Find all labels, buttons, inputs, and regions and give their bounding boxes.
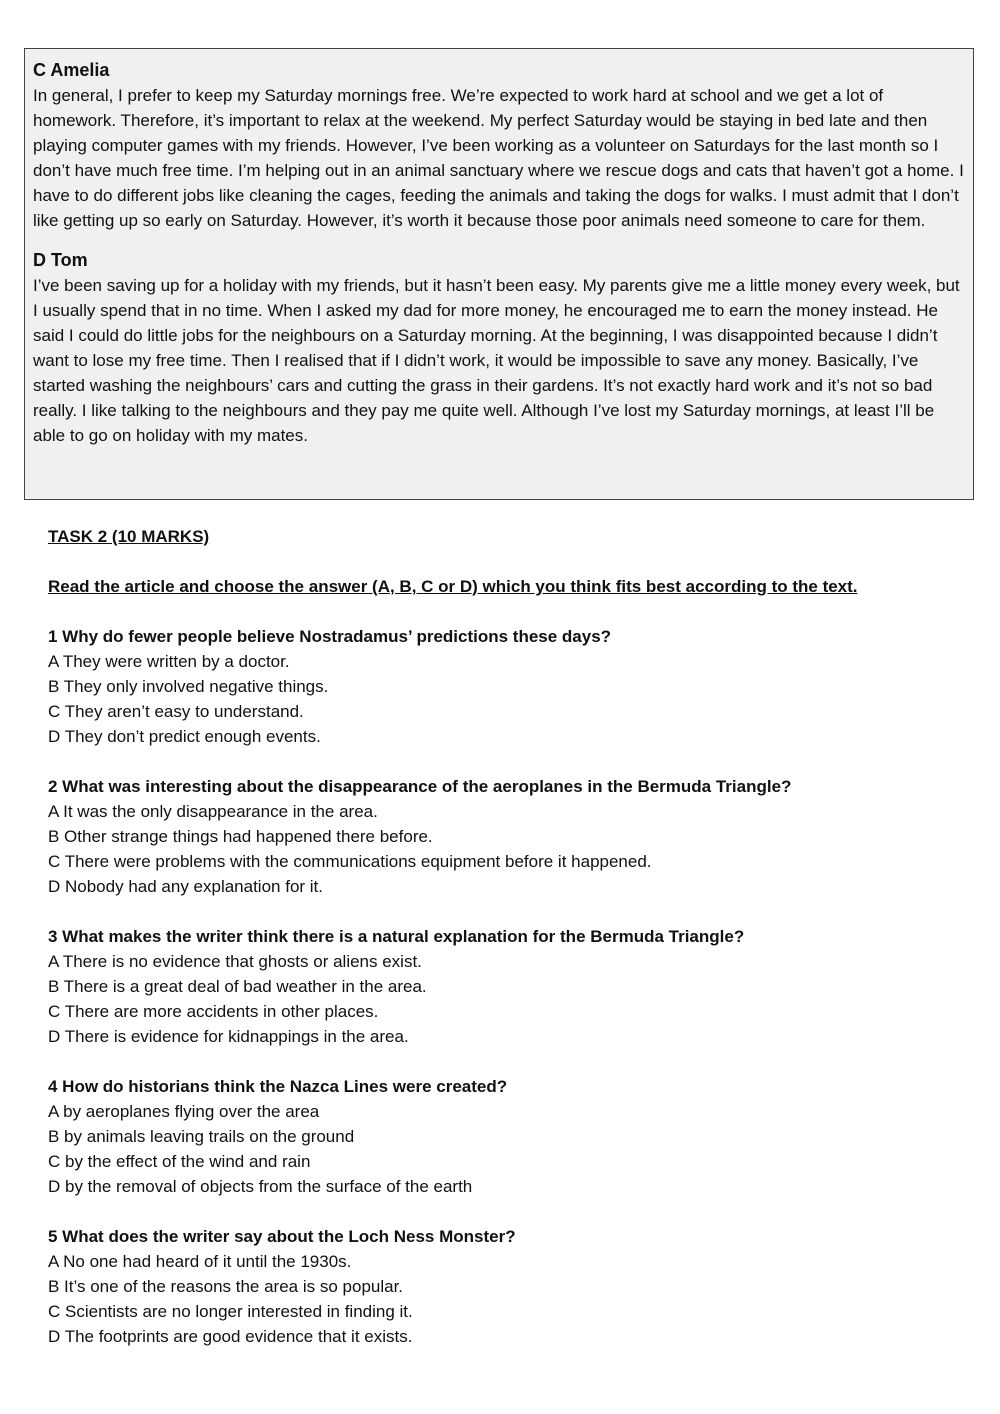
option-a: A by aeroplanes flying over the area bbox=[48, 1102, 320, 1121]
question-2 bbox=[48, 774, 978, 899]
option-b: B It’s one of the reasons the area is so popular. bbox=[48, 1277, 404, 1296]
option-a: A No one had heard of it until the 1930s. bbox=[48, 1252, 352, 1271]
section-amelia bbox=[33, 57, 965, 233]
task-title: TASK 2 (10 MARKS) bbox=[48, 527, 210, 546]
option-d: D by the removal of objects from the surface of the earth bbox=[48, 1177, 473, 1196]
option-a: A There is no evidence that ghosts or aliens exist. bbox=[48, 952, 422, 971]
option-d: D There is evidence for kidnappings in the area. bbox=[48, 1027, 409, 1046]
option-a: A It was the only disappearance in the area. bbox=[48, 802, 378, 821]
option-c: C Scientists are no longer interested in finding it. bbox=[48, 1302, 413, 1321]
option-c: C by the effect of the wind and rain bbox=[48, 1152, 311, 1171]
question-3 bbox=[48, 924, 978, 1049]
question-4 bbox=[48, 1074, 978, 1199]
option-c: C There were problems with the communications equipment before it happened. bbox=[48, 852, 652, 871]
question-5 bbox=[48, 1224, 978, 1349]
option-b: B Other strange things had happened there before. bbox=[48, 827, 433, 846]
option-d: D The footprints are good evidence that it exists. bbox=[48, 1327, 413, 1346]
option-d: D Nobody had any explanation for it. bbox=[48, 877, 324, 896]
section-body: In general, I prefer to keep my Saturday mornings free. We’re expected to work hard at school and we get a lot of homework. Therefore, it’s important to relax at the weekend. My perfect Saturday would be staying in bed late and then playing computer games with my friends. However, I’ve been working as a volunteer on Saturdays for the last month so I don’t have much free time. I’m helping out in an animal sanctuary where we rescue dogs and cats that haven’t got a home. I have to do different jobs like cleaning the cages, feeding the animals and taking the dogs for walks. I must admit that I don’t like getting up so early on Saturday. However, it’s worth it because those poor animals need someone to care for them. bbox=[33, 86, 964, 230]
question-1 bbox=[48, 624, 978, 749]
question-text: 3 What makes the writer think there is a natural explanation for the Bermuda Triangle? bbox=[48, 927, 745, 946]
option-c: C They aren’t easy to understand. bbox=[48, 702, 304, 721]
reading-text-box bbox=[24, 48, 974, 500]
option-b: B There is a great deal of bad weather in the area. bbox=[48, 977, 427, 996]
question-text: 2 What was interesting about the disappearance of the aeroplanes in the Bermuda Triangle? bbox=[48, 777, 792, 796]
section-body: I’ve been saving up for a holiday with my friends, but it hasn’t been easy. My parents give me a little money every week, but I usually spend that in no time. When I asked my dad for more money, he encouraged me to earn the money instead. He said I could do little jobs for the neighbours on a Saturday morning. At the beginning, I was disappointed because I didn’t want to lose my free time. Then I realised that if I didn’t work, it would be impossible to save any money. Basically, I’ve started washing the neighbours’ cars and cutting the grass in their gardens. It’s not exactly hard work and it’s not so bad really. I like talking to the neighbours and they pay me quite well. Although I’ve lost my Saturday mornings, at least I’ll be able to go on holiday with my mates. bbox=[33, 276, 960, 445]
option-a: A They were written by a doctor. bbox=[48, 652, 290, 671]
question-text: 5 What does the writer say about the Loch Ness Monster? bbox=[48, 1227, 516, 1246]
section-tom bbox=[33, 247, 965, 448]
option-c: C There are more accidents in other places. bbox=[48, 1002, 379, 1021]
option-d: D They don’t predict enough events. bbox=[48, 727, 321, 746]
section-title: C Amelia bbox=[33, 60, 110, 80]
task-area bbox=[48, 524, 978, 1374]
question-text: 4 How do historians think the Nazca Lines were created? bbox=[48, 1077, 508, 1096]
section-title: D Tom bbox=[33, 250, 88, 270]
question-text: 1 Why do fewer people believe Nostradamus’ predictions these days? bbox=[48, 627, 612, 646]
task-instructions: Read the article and choose the answer (A, B, C or D) which you think fits best according to the text. bbox=[48, 577, 858, 596]
option-b: B They only involved negative things. bbox=[48, 677, 329, 696]
option-b: B by animals leaving trails on the ground bbox=[48, 1127, 355, 1146]
